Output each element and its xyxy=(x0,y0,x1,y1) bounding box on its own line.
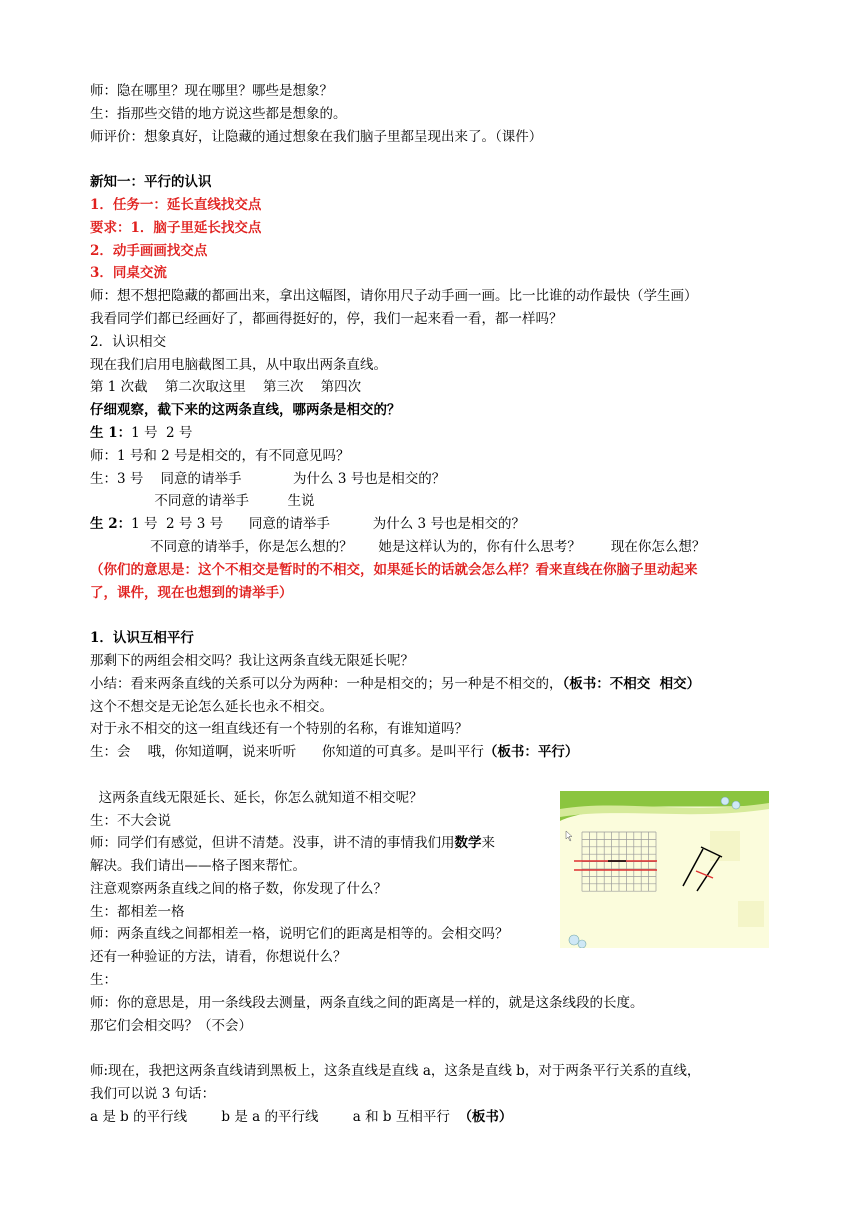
section-heading: 新知一：平行的认识 xyxy=(90,174,212,191)
slide-footer-decoration xyxy=(569,935,579,945)
question-line: 仔细观察，截下来的这两条直线，哪两条是相交的？ xyxy=(90,402,401,419)
text-line: 生： xyxy=(90,972,117,989)
text-line: 师：想不想把隐藏的都画出来，拿出这幅图，请你用尺子动手画一画。比一比谁的动作最快（学生画） xyxy=(90,288,698,305)
board-note: （板书） xyxy=(458,1108,513,1125)
text-line: 那剩下的两组会相交吗？我让这两条直线无限延长呢？ xyxy=(90,652,414,669)
emphasis-text: 数学 xyxy=(454,835,482,852)
text-line: 还有一种验证的方法，请看，你想说什么？ xyxy=(90,949,347,966)
text-line: 师:现在，我把这两条直线请到黑板上，这条直线是直线 a，这条是直线 b，对于两条平行关系的直线， xyxy=(90,1063,701,1080)
angled-lines xyxy=(683,847,722,891)
text-line: 我看同学们都已经画好了，都画得挺好的，停，我们一起来看一看，都一样吗？ xyxy=(90,310,563,327)
answer-text: 1 号 2 号 3 号 同意的请举手 为什么 3 号也是相交的？ xyxy=(131,516,525,533)
summary-text: 小结：看来两条直线的关系可以分为两种：一种是相交的；另一种是不相交的， xyxy=(90,675,563,692)
text-line: 第 1 次截 第二次取这里 第三次 第四次 xyxy=(90,379,362,396)
grid-diagram xyxy=(560,791,769,948)
grid-slide-figure xyxy=(560,791,769,948)
task-requirement: 2．动手画画找交点 xyxy=(90,242,208,259)
speaker-label: 生 1： xyxy=(90,424,132,441)
text-line: 师：两条直线之间都相差一格，说明它们的距离是相等的。会相交吗？ xyxy=(90,926,509,943)
board-note: （板书：不相交 相交） xyxy=(562,675,701,692)
text-line: 生：都相差一格 xyxy=(90,903,185,920)
text-line: 师：你的意思是，用一条线段去测量，两条直线之间的距离是一样的，就是这条线段的长度。 xyxy=(90,994,644,1011)
text-line: 注意观察两条直线之间的格子数，你发现了什么？ xyxy=(90,880,387,897)
text-line xyxy=(90,673,780,696)
text-line: 2．认识相交 xyxy=(90,333,167,350)
task-requirement: 3．同桌交流 xyxy=(90,265,167,282)
board-note: （板书：平行） xyxy=(483,744,579,761)
task-heading: 1．任务一：延长直线找交点 xyxy=(90,196,262,213)
text-line: 师：隐在哪里？现在哪里？哪些是想象？ xyxy=(90,83,333,99)
text-line xyxy=(90,741,780,764)
text-line: 现在我们启用电脑截图工具，从中取出两条直线。 xyxy=(90,356,387,373)
document-body xyxy=(90,80,780,1129)
dialog-text: 生：会 哦，你知道啊，说来听听 你知道的可真多。是叫平行 xyxy=(90,744,484,761)
text-line: 生：3 号 同意的请举手 为什么 3 号也是相交的？ xyxy=(90,470,446,487)
text-line xyxy=(90,422,780,445)
text-line xyxy=(90,1106,780,1129)
text-line: 对于永不相交的这一组直线还有一个特别的名称，有谁知道吗？ xyxy=(90,721,468,738)
text-line: 那它们会相交吗？（不会） xyxy=(90,1017,252,1034)
text-line: 不同意的请举手，你是怎么想的？ 她是这样认为的，你有什么思考？ 现在你怎么想？ xyxy=(90,538,706,555)
text-line: 师评价：想象真好，让隐藏的通过想象在我们脑子里都呈现出来了。（课件） xyxy=(90,128,543,145)
answer-text: 1 号 2 号 xyxy=(131,424,193,441)
cursor-icon xyxy=(566,831,572,841)
text-line: 生：不大会说 xyxy=(90,812,171,829)
speaker-label: 生 2： xyxy=(90,516,132,533)
statement-text: a 是 b 的平行线 b 是 a 的平行线 a 和 b 互相平行 xyxy=(90,1108,459,1125)
dialog-text: 师：同学们有感觉，但讲不清楚。没事，讲不清的事情我们用 xyxy=(90,835,455,852)
task-requirement: 要求：1．脑子里延长找交点 xyxy=(90,219,262,236)
text-line: 师：1 号和 2 号是相交的，有不同意见吗？ xyxy=(90,447,350,464)
red-note: （你们的意思是：这个不相交是暂时的不相交，如果延长的话就会怎么样？看来直线在你脑子里动起来 xyxy=(90,561,698,578)
text-line: 我们可以说 3 句话： xyxy=(90,1086,216,1103)
text-line: 这两条直线无限延长、延长，你怎么就知道不相交呢？ xyxy=(90,789,423,806)
red-note: 了，课件，现在也想到的请举手） xyxy=(90,584,293,601)
dialog-text: 来 xyxy=(481,835,495,852)
text-line: 这个不想交是无论怎么延长也永不相交。 xyxy=(90,698,333,715)
text-line: 解决。我们请出——格子图来帮忙。 xyxy=(90,858,306,875)
text-line: 不同意的请举手 生说 xyxy=(90,493,315,510)
text-line xyxy=(90,513,780,536)
text-line: 生：指那些交错的地方说这些都是想象的。 xyxy=(90,105,347,122)
section-heading: 1．认识互相平行 xyxy=(90,630,194,647)
red-cross-line xyxy=(696,871,713,878)
